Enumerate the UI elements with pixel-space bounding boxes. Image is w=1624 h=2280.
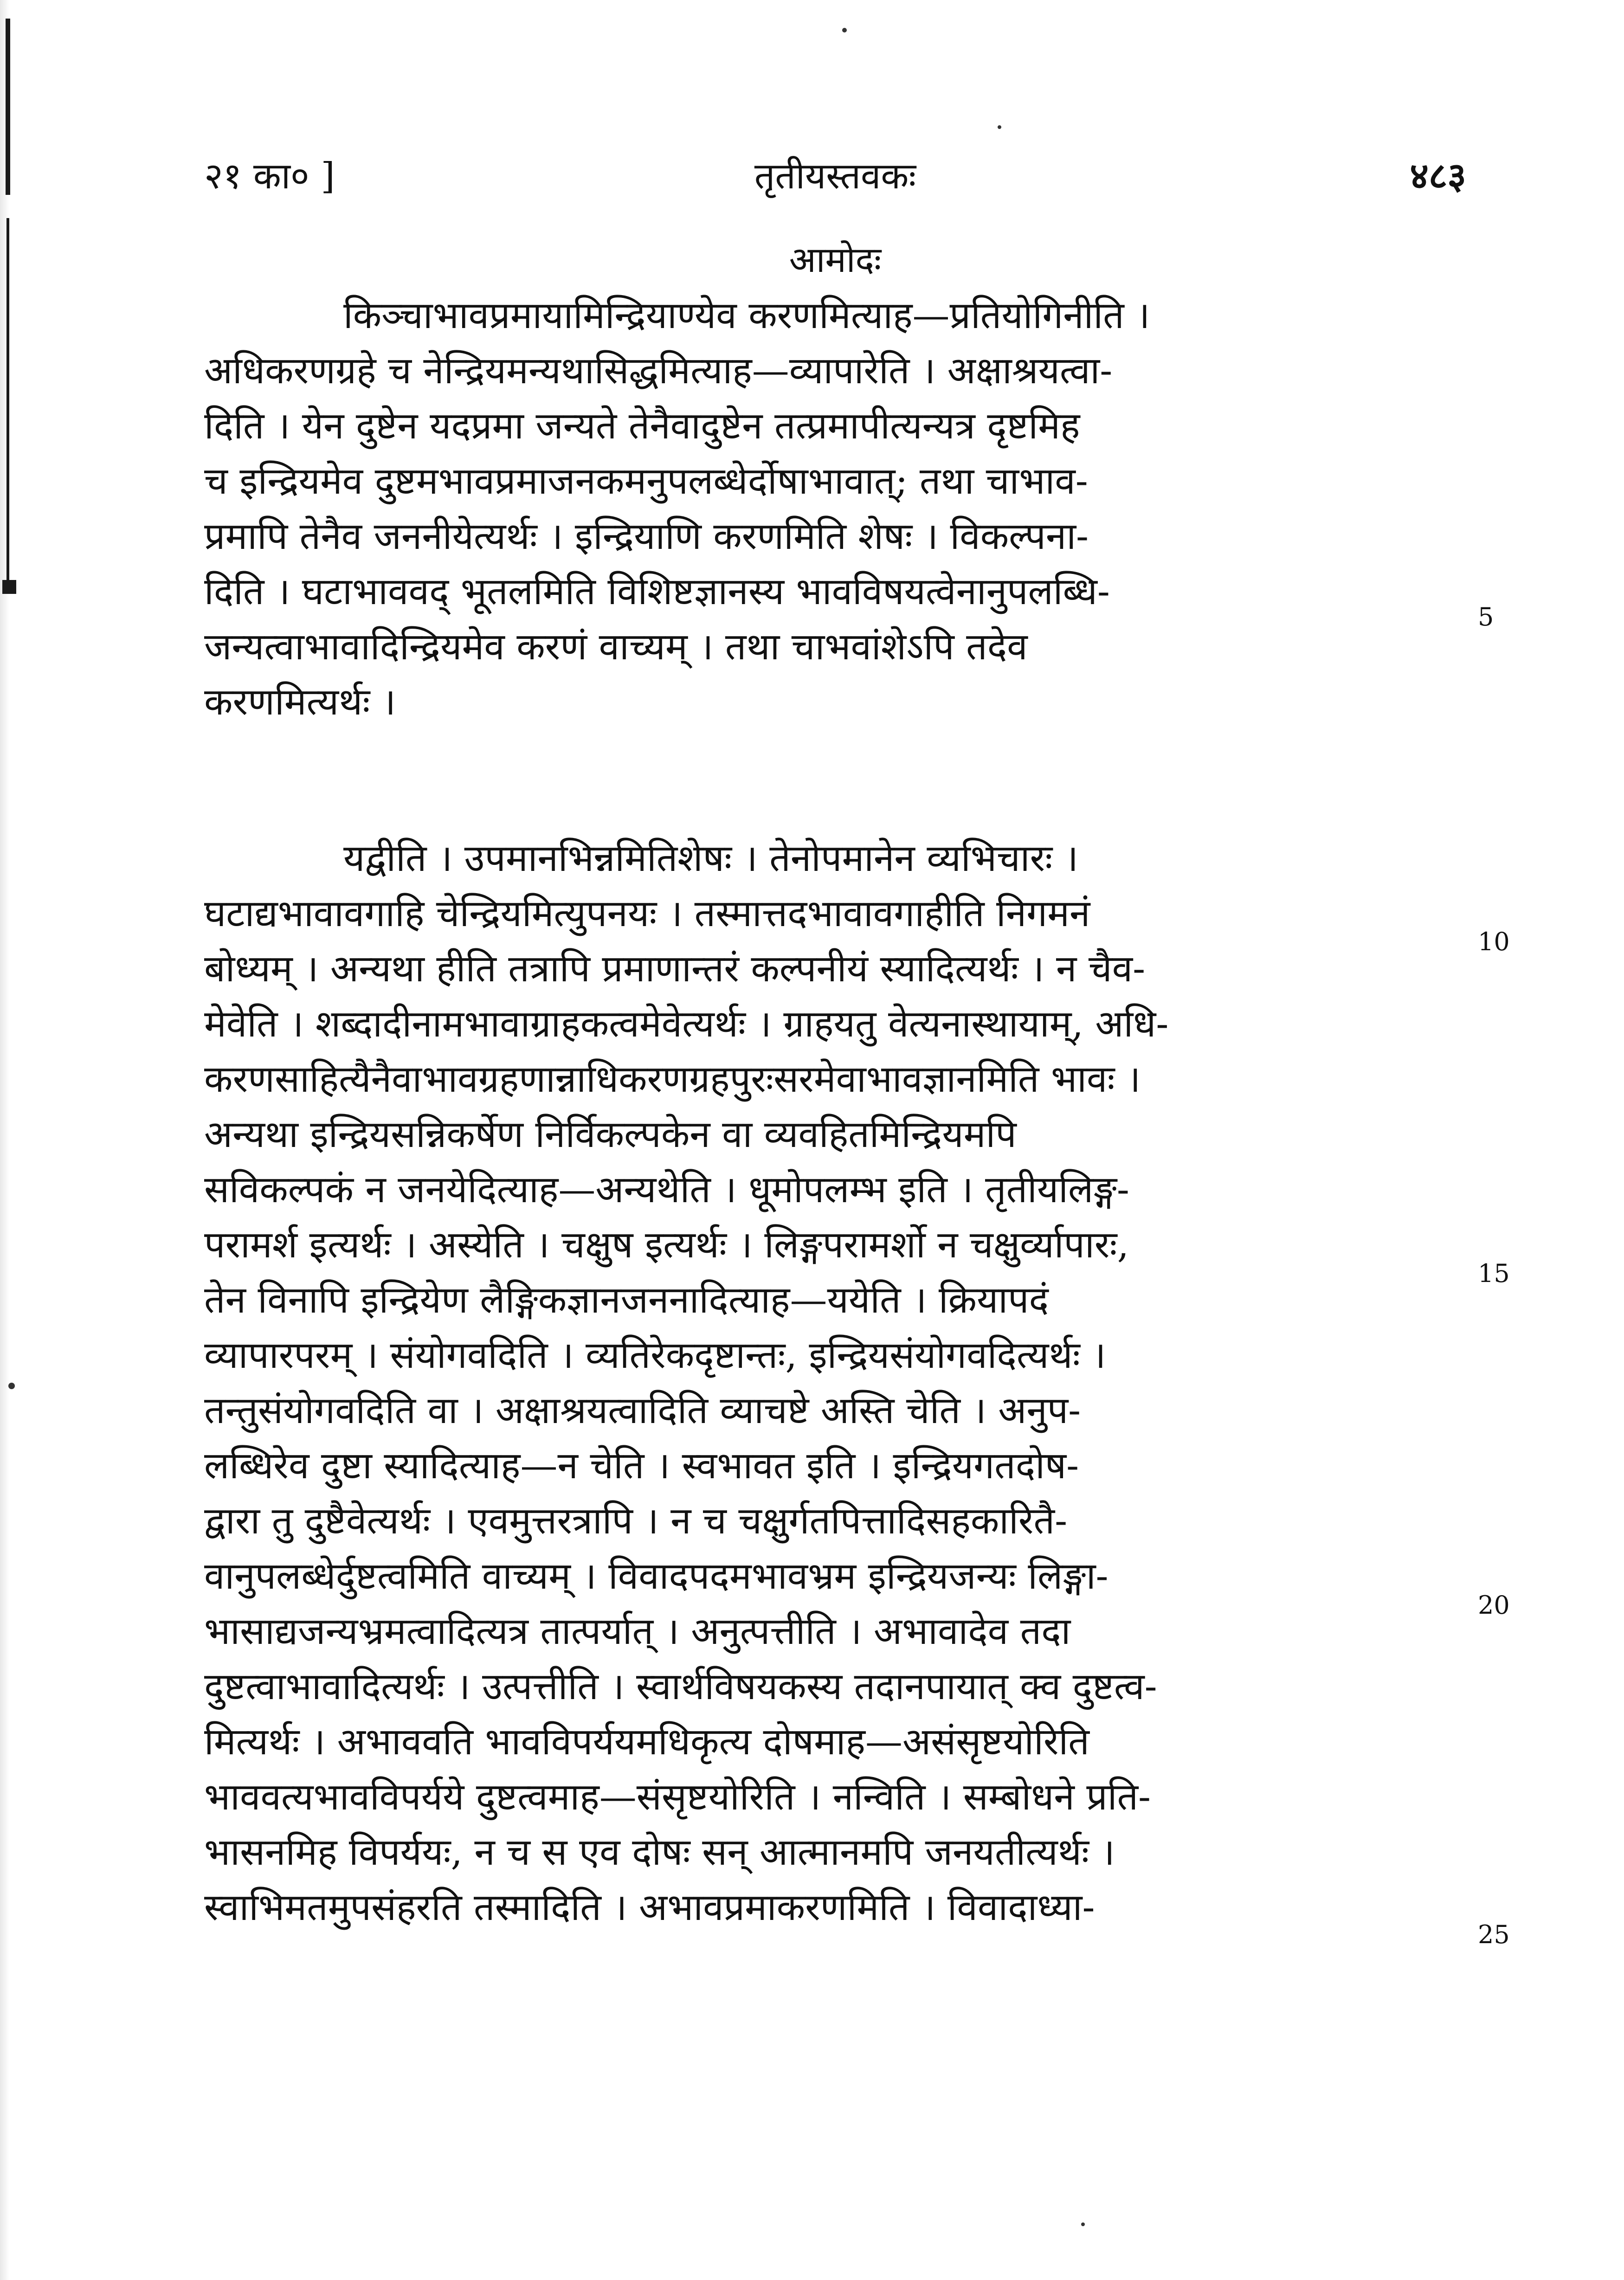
text-line: जन्यत्वाभावादिन्द्रियमेव करणं वाच्यम् । तथा चाभवांशेऽपि तदेव: [204, 625, 1028, 668]
text-line: वानुपलब्धेर्दुष्टत्वमिति वाच्यम् । विवादपदमभावभ्रम इन्द्रियजन्यः लिङ्गा-: [204, 1554, 1108, 1597]
text-line: परामर्श इत्यर्थः । अस्येति । चक्षुष इत्यर्थः । लिङ्गपरामर्शो न चक्षुर्व्यापारः,: [204, 1223, 1129, 1266]
text-line: भाववत्यभावविपर्यये दुष्टत्वमाह—संसृष्टयोरिति । नन्विति । सम्बोधने प्रति-: [204, 1775, 1151, 1818]
text-line: दुष्टत्वाभावादित्यर्थः । उत्पत्तीति । स्वार्थविषयकस्य तदानपायात् क्व दुष्टत्व-: [204, 1665, 1157, 1708]
binding-mark: [6, 19, 10, 195]
running-title: तृतीयस्तवकः: [754, 155, 916, 197]
print-speck: [1081, 2222, 1085, 2226]
line-number: 15: [1478, 1259, 1510, 1288]
commentary-paragraph-1: [204, 288, 1466, 729]
text-line: तेन विनापि इन्द्रियेण लैङ्गिकज्ञानजननादित्याह—ययेति । क्रियापदं: [204, 1278, 1049, 1321]
text-line: यद्वीति । उपमानभिन्नमितिशेषः । तेनोपमानेन व्यभिचारः ।: [343, 837, 1079, 880]
line-number: 5: [1478, 602, 1494, 631]
text-line: भासनमिह विपर्ययः, न च स एव दोषः सन् आत्मानमपि जनयतीत्यर्थः ।: [204, 1830, 1115, 1874]
text-line: करणमित्यर्थः ।: [204, 680, 396, 723]
text-line: भासाद्यजन्यभ्रमत्वादित्यत्र तात्पर्यात् । अनुत्पत्तीति । अभावादेव तदा: [204, 1610, 1071, 1653]
text-line: प्रमापि तेनैव जननीयेत्यर्थः । इन्द्रियाणि करणमिति शेषः । विकल्पना-: [204, 515, 1089, 558]
page-number: ४८३: [1410, 155, 1466, 197]
text-line: घटाद्यभावावगाहि चेन्द्रियमित्युपनयः । तस्मात्तदभावावगाहीति निगमनं: [204, 892, 1090, 935]
text-line: व्यापारपरम् । संयोगवदिति । व्यतिरेकदृष्टान्तः, इन्द्रियसंयोगवदित्यर्थः ।: [204, 1333, 1106, 1377]
text-line: मित्यर्थः । अभाववति भावविपर्ययमधिकृत्य दोषमाह—असंसृष्टयोरिति: [204, 1720, 1089, 1763]
text-line: लब्धिरेव दुष्टा स्यादित्याह—न चेति । स्वभावत इति । इन्द्रियगतदोष-: [204, 1444, 1079, 1487]
text-line: द्वारा तु दुष्टैवेत्यर्थः । एवमुत्तरत्रापि । न च चक्षुर्गतपित्तादिसहकारितै-: [204, 1499, 1068, 1542]
text-line: अन्यथा इन्द्रियसन्निकर्षेण निर्विकल्पकेन वा व्यवहितमिन्द्रियमपि: [204, 1113, 1017, 1156]
page-header: [204, 148, 1466, 204]
text-line: अधिकरणग्रहे च नेन्द्रियमन्यथासिद्धमित्याह—व्यापारेति । अक्षाश्रयत्वा-: [204, 349, 1113, 392]
text-line: च इन्द्रियमेव दुष्टमभावप्रमाजनकमनुपलब्धेर्दोषाभावात्; तथा चाभाव-: [204, 459, 1088, 502]
binding-mark: [6, 218, 9, 580]
print-speck: [998, 125, 1001, 129]
text-line: सविकल्पकं न जनयेदित्याह—अन्यथेति । धूमोपलम्भ इति । तृतीयलिङ्ग-: [204, 1168, 1129, 1211]
print-speck: [8, 1383, 15, 1389]
line-number: 20: [1478, 1591, 1510, 1620]
text-line: करणसाहित्यैनैवाभावग्रहणान्नाधिकरणग्रहपुरःसरमेवाभावज्ञानमिति भावः ।: [204, 1057, 1141, 1101]
commentary-paragraph-2: [204, 831, 1466, 1935]
text-line: किञ्चाभावप्रमायामिन्द्रियाण्येव करणमित्याह—प्रतियोगिनीति ।: [343, 294, 1150, 337]
text-line: तन्तुसंयोगवदिति वा । अक्षाश्रयत्वादिति व्याचष्टे अस्ति चेति । अनुप-: [204, 1389, 1081, 1432]
print-speck: [842, 28, 847, 32]
text-line: दिति । घटाभाववद् भूतलमिति विशिष्टज्ञानस्य भावविषयत्वेनानुपलब्धि-: [204, 570, 1110, 613]
section-title: आमोदः: [789, 239, 882, 280]
text-line: दिति । येन दुष्टेन यदप्रमा जन्यते तेनैवादुष्टेन तत्प्रमापीत्यन्यत्र दृष्टमिह: [204, 404, 1080, 447]
text-line: बोध्यम् । अन्यथा हीति तत्रापि प्रमाणान्तरं कल्पनीयं स्यादित्यर्थः । न चैव-: [204, 947, 1146, 990]
text-line: स्वाभिमतमुपसंहरति तस्मादिति । अभावप्रमाकरणमिति । विवादाध्या-: [204, 1886, 1095, 1929]
chapter-reference: २१ का० ]: [204, 155, 335, 197]
text-line: मेवेति । शब्दादीनामभावाग्राहकत्वमेवेत्यर्थः । ग्राहयतु वेत्यनास्थायाम्, अधि-: [204, 1002, 1169, 1045]
line-number: 10: [1478, 927, 1510, 956]
line-number: 25: [1478, 1920, 1510, 1949]
binding-mark: [2, 580, 16, 594]
